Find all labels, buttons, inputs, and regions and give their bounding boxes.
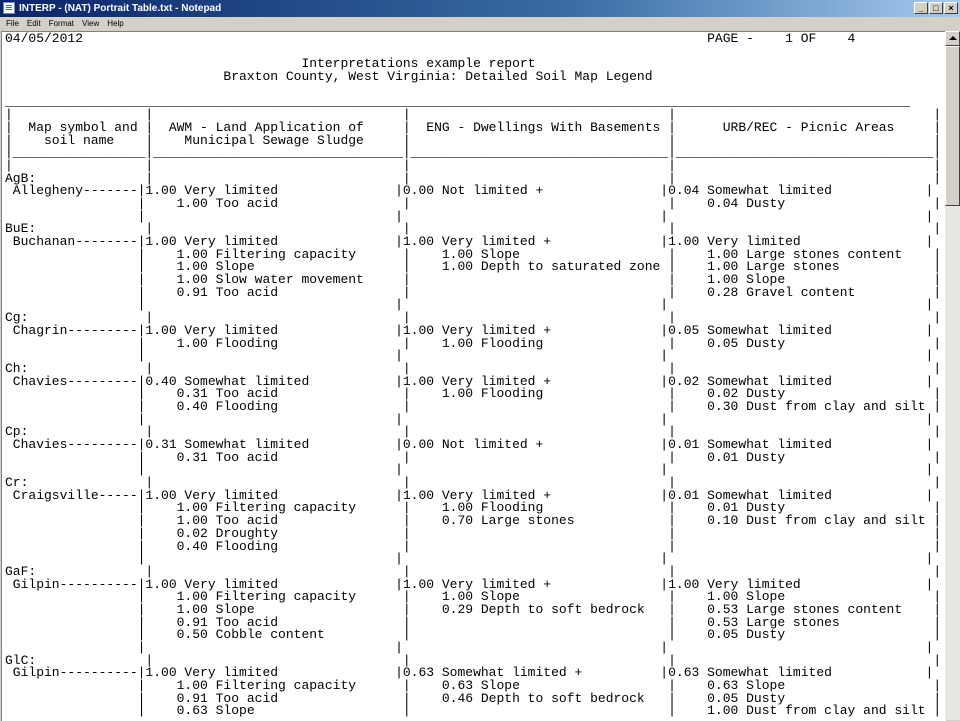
title-bar[interactable] — [0, 0, 960, 17]
text-editor[interactable] — [1, 31, 946, 721]
scroll-up-button[interactable] — [945, 31, 960, 46]
menu-edit[interactable]: Edit — [26, 19, 41, 28]
window-title: INTERP - (NAT) Portrait Table.txt - Notepad — [19, 3, 222, 14]
scroll-thumb[interactable] — [945, 46, 960, 206]
menu-view[interactable]: View — [82, 19, 100, 28]
notepad-icon[interactable] — [3, 2, 15, 14]
menu-help[interactable]: Help — [107, 19, 124, 28]
vertical-scrollbar[interactable] — [945, 31, 960, 720]
menu-file[interactable]: File — [6, 19, 19, 28]
minimize-button[interactable]: _ — [914, 2, 928, 14]
menu-bar — [0, 17, 960, 31]
maximize-button[interactable]: □ — [929, 2, 943, 14]
close-button[interactable]: × — [944, 2, 958, 14]
document-text[interactable]: 04/05/2012 PAGE - 1 OF 4 Interpretations example report Braxton County, West Virginia: Detailed Soil Map Legend ____________________________________________________________________________________________________________________ | | | | | | Map symbol and | AWM - Land Application of | ENG - Dwellings With Basements | URB/REC - Picnic Areas | | soil name | Municipal Sewage Sludge | | | |_________________|________________________________|_________________________________|_________________________________| | | | | | AgB: | | | | Allegheny-------|1.00 Very limited |0.00 Not limited + |0.04 Somewhat limited | | 1.00 Too acid | | 0.04 Dusty | | | | | BuE: | | | | Buchanan--------|1.00 Very limited |1.00 Very limited + |1.00 Very limited | | 1.00 Filtering capacity | 1.00 Slope | 1.00 Large stones content | | 1.00 Slope | 1.00 Depth to saturated zone | 1.00 Large stones | | 1.00 Slow water movement | | 1.00 Slope | | 0.91 Too acid | | 0.28 Gravel content | | | | | Cg: | | | | Chagrin---------|1.00 Very limited |1.00 Very limited + |0.05 Somewhat limited | | 1.00 Flooding | 1.00 Flooding | 0.05 Dusty | | | | | Ch: | | | | Chavies---------|0.40 Somewhat limited |1.00 Very limited + |0.02 Somewhat limited | | 0.31 Too acid | 1.00 Flooding | 0.02 Dusty | | 0.40 Flooding | | 0.30 Dust from clay and silt | | | | | Cp: | | | | Chavies---------|0.31 Somewhat limited |0.00 Not limited + |0.01 Somewhat limited | | 0.31 Too acid | | 0.01 Dusty | | | | | Cr: | | | | Craigsville-----|1.00 Very limited |1.00 Very limited + |0.01 Somewhat limited | | 1.00 Filtering capacity | 1.00 Flooding | 0.01 Dusty | | 1.00 Too acid | 0.70 Large stones | 0.10 Dust from clay and silt | | 0.02 Droughty | | | | 0.40 Flooding | | | | | | | GaF: | | | | Gilpin----------|1.00 Very limited |1.00 Very limited + |1.00 Very limited | | 1.00 Filtering capacity | 1.00 Slope | 1.00 Slope | | 1.00 Slope | 0.29 Depth to soft bedrock | 0.53 Large stones content | | 0.91 Too acid | | 0.53 Large stones | | 0.50 Cobble content | | 0.05 Dusty | | | | | GlC: | | | | Gilpin----------|1.00 Very limited |0.63 Somewhat limited + |0.63 Somewhat limited | | 1.00 Filtering capacity | 0.63 Slope | 0.63 Slope | | 0.91 Too acid | 0.46 Depth to soft bedrock | 0.05 Dusty | | 0.63 Slope | | 1.00 Dust from clay and silt | — [5, 31, 942, 719]
menu-format[interactable]: Format — [48, 19, 75, 28]
